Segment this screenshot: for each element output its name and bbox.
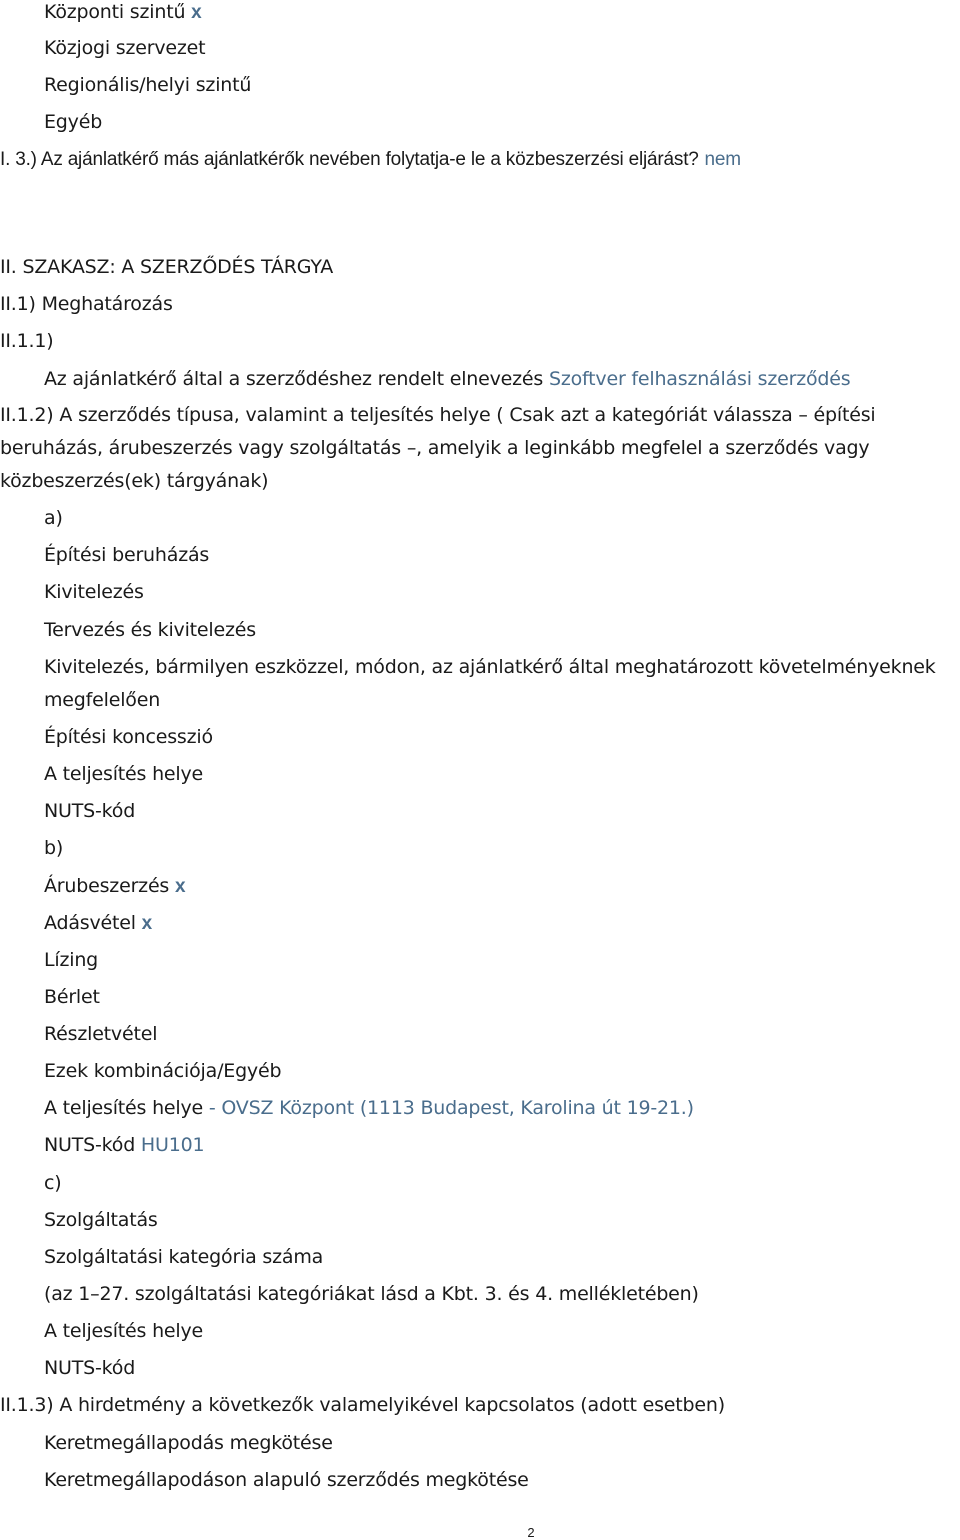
contract-name-line: Az ajánlatkérő által a szerződéshez rendelt elnevezés Szoftver felhasználási szerződés (44, 368, 851, 390)
option-berlet: Bérlet (44, 986, 100, 1008)
selected-mark: x (174, 876, 186, 897)
option-keretmegallapodason-alapulo: Keretmegállapodáson alapuló szerződés megkötése (44, 1469, 529, 1491)
heading-ii11: II.1.1) (0, 330, 54, 352)
option-epitesi-beruhazas: Építési beruházás (44, 544, 210, 566)
nuts-kod-b-value: HU101 (140, 1134, 205, 1156)
option-kivitelezes-barmilyen: Kivitelezés, bármilyen eszközzel, módon, az ajánlatkérő által meghatározott követelményeknek (44, 656, 936, 678)
teljesites-helye-a: A teljesítés helye (44, 763, 204, 785)
option-kivitelezes: Kivitelezés (44, 581, 144, 603)
ii12-text-line2: beruházás, árubeszerzés vagy szolgáltatás –, amelyik a leginkább megfelel a szerződés vagy (0, 437, 870, 459)
option-c-label: c) (44, 1172, 62, 1194)
heading-ii12: II.1.2) A szerződés típusa, valamint a teljesítés helye ( Csak azt a kategóriát válassza – építési (0, 404, 876, 426)
option-szolgaltatas: Szolgáltatás (44, 1209, 158, 1231)
teljesites-helye-b: A teljesítés helye - OVSZ Központ (1113 Budapest, Karolina út 19-21.) (44, 1097, 694, 1119)
selected-mark: x (141, 913, 153, 934)
page-number: 2 (527, 1525, 535, 1540)
answer-i3: nem (704, 149, 741, 170)
teljesites-helye-c: A teljesítés helye (44, 1320, 204, 1342)
section-ii-heading: II. SZAKASZ: A SZERZŐDÉS TÁRGYA (0, 256, 334, 278)
heading-ii1: II.1) Meghatározás (0, 293, 173, 315)
option-kozjogi-szervezet: Közjogi szervezet (44, 37, 206, 59)
option-arubeszerzes: Árubeszerzés x (44, 875, 186, 897)
option-lizing: Lízing (44, 949, 99, 971)
nuts-kod-c: NUTS-kód (44, 1357, 136, 1379)
option-kozponti-szintu: Központi szintű x (44, 1, 202, 23)
question-i3: I. 3.) Az ajánlatkérő más ajánlatkérők nevében folytatja-e le a közbeszerzési eljárást? nem (0, 149, 741, 170)
option-tervezes-kivitelezes: Tervezés és kivitelezés (44, 619, 256, 641)
option-kivitelezes-barmilyen-cont: megfelelően (44, 689, 161, 711)
szolgaltatasi-kategoria-note: (az 1–27. szolgáltatási kategóriákat lásd a Kbt. 3. és 4. mellékletében) (44, 1283, 699, 1305)
nuts-kod-a: NUTS-kód (44, 800, 136, 822)
option-keretmegallapodas-megkotese: Keretmegállapodás megkötése (44, 1432, 333, 1454)
contract-name-value: Szoftver felhasználási szerződés (548, 368, 851, 390)
ii12-text-line3: közbeszerzés(ek) tárgyának) (0, 470, 269, 492)
nuts-kod-b: NUTS-kód HU101 (44, 1134, 205, 1156)
option-epitesi-koncesszio: Építési koncesszió (44, 726, 213, 748)
option-reszletvetel: Részletvétel (44, 1023, 158, 1045)
option-regionalis: Regionális/helyi szintű (44, 74, 252, 96)
option-kombinacio: Ezek kombinációja/Egyéb (44, 1060, 282, 1082)
teljesites-helye-b-value: - OVSZ Központ (1113 Budapest, Karolina út 19-21.) (208, 1097, 694, 1119)
szolgaltatasi-kategoria: Szolgáltatási kategória száma (44, 1246, 324, 1268)
option-a-label: a) (44, 507, 63, 529)
option-b-label: b) (44, 837, 64, 859)
selected-mark: x (191, 2, 202, 23)
option-egyeb: Egyéb (44, 111, 103, 133)
heading-ii13: II.1.3) A hirdetmény a következők valamelyikével kapcsolatos (adott esetben) (0, 1394, 725, 1416)
option-adasvetel: Adásvétel x (44, 912, 153, 934)
